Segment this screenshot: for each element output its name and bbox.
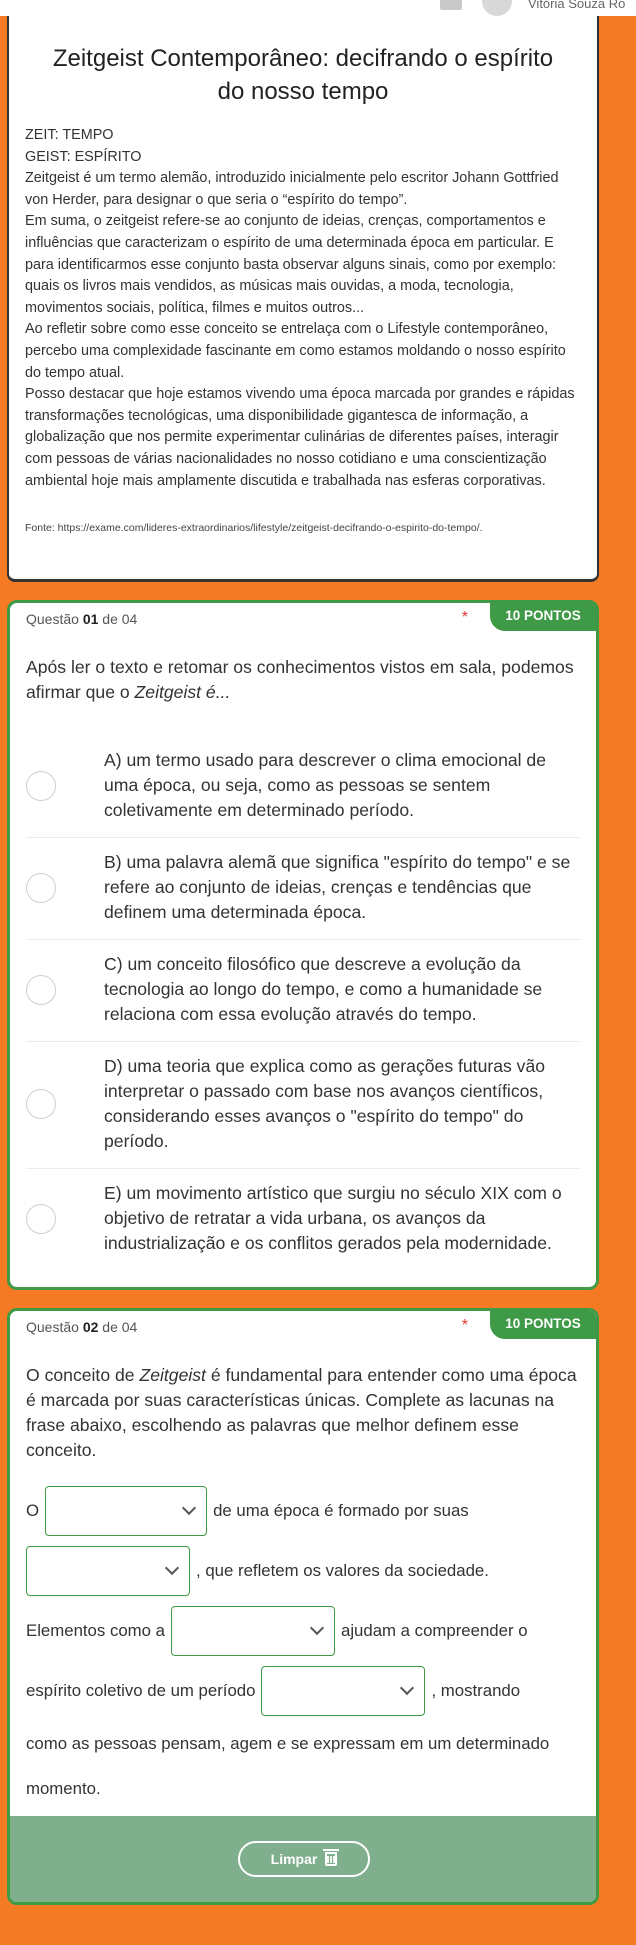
text-paragraph: Em suma, o zeitgeist refere-se ao conjunto de ideias, crenças, comportamentos e influências que caracterizam o espírito de uma determinada época em particular. E para identificarmos esse conjunto basta observar alguns sinais, como por exemplo: quais os livros mais vendidos, as músicas mais ouvidas, a moda, tecnologia, movimentos sociais, política, filmes e muitos outros...: [25, 213, 557, 316]
points-badge: 10 PONTOS: [490, 1309, 596, 1339]
option-text: A) um termo usado para descrever o clima emocional de uma época, ou seja, como as pessoas se sentem coletivamente em determinado período.: [104, 750, 546, 820]
notification-bell-icon[interactable]: [440, 0, 462, 10]
option-text: E) um movimento artístico que surgiu no século XIX com o objetivo de retratar a vida urbana, os avanços da industrialização e os conflitos gerados pela modernidade.: [104, 1183, 562, 1253]
option-e[interactable]: [26, 1169, 580, 1270]
option-text: D) uma teoria que explica como as gerações futuras vão interpretar o passado com base nos avanços científicos, considerando esses avanços o "espírito do tempo" do período.: [104, 1056, 546, 1151]
radio-button[interactable]: [26, 1204, 56, 1234]
question-text: O conceito de Zeitgeist é fundamental para entender como uma época é marcada por suas características únicas. Complete as lacunas na frase abaixo, escolhendo as palavras que melhor definem esse conceito.: [26, 1365, 577, 1460]
options-list: [26, 736, 580, 1270]
trash-icon: [325, 1852, 337, 1866]
question-footer: [10, 1816, 596, 1902]
question-2-card: [7, 1308, 599, 1905]
text-paragraph: Ao refletir sobre como esse conceito se entrelaça com o Lifestyle contemporâneo, percebo uma complexidade fascinante em como estamos moldando o nosso espírito do tempo atual.: [25, 321, 566, 381]
question-text: Após ler o texto e retomar os conhecimentos vistos em sala, podemos afirmar que o Zeitgeist é...: [26, 657, 574, 702]
text-body: [25, 125, 581, 492]
fill-line-3: Elementos como a ajudam a compreender o: [26, 1601, 580, 1661]
chevron-down-icon: [310, 1621, 324, 1635]
text-line: ZEIT: TEMPO: [25, 127, 114, 143]
radio-button[interactable]: [26, 975, 56, 1005]
blank-dropdown-1[interactable]: [45, 1486, 207, 1536]
blank-dropdown-3[interactable]: [171, 1606, 335, 1656]
radio-button[interactable]: [26, 1089, 56, 1119]
text-title: Zeitgeist Contemporâneo: decifrando o espírito do nosso tempo: [52, 45, 554, 105]
blank-dropdown-4[interactable]: [261, 1666, 425, 1716]
required-mark: *: [461, 1317, 468, 1334]
question-number: Questão 01 de 04: [26, 611, 138, 627]
text-paragraph: Posso destacar que hoje estamos vivendo uma época marcada por grandes e rápidas transformações tecnológicas, uma disponibilidade gigantesca de informação, a globalização que nos permite experimentar culinárias de diferentes países, interagir com pessoas de várias nacionalidades no nosso cotidiano e uma conscientização ambiental hoje mais amplamente discutida e trabalhada nas esferas corporativas.: [25, 386, 575, 489]
chevron-down-icon: [182, 1501, 196, 1515]
option-text: C) um conceito filosófico que descreve a evolução da tecnologia ao longo do tempo, e como a humanidade se relaciona com essa evolução através do tempo.: [104, 954, 543, 1024]
points-badge: 10 PONTOS: [490, 601, 596, 631]
chevron-down-icon: [165, 1561, 179, 1575]
fill-line-4: espírito coletivo de um período , mostrando: [26, 1661, 580, 1721]
radio-button[interactable]: [26, 771, 56, 801]
required-mark: *: [461, 609, 468, 626]
top-bar: [0, 0, 636, 16]
question-1-card: [7, 600, 599, 1290]
chevron-down-icon: [400, 1681, 414, 1695]
question-header: [26, 603, 580, 641]
option-b[interactable]: [26, 838, 580, 940]
option-c[interactable]: [26, 940, 580, 1042]
text-card: [7, 16, 599, 582]
username[interactable]: Vitória Souza Ro: [528, 0, 626, 11]
fill-line-2: , que refletem os valores da sociedade.: [26, 1541, 580, 1601]
text-line: GEIST: ESPÍRITO: [25, 148, 142, 165]
question-header: [26, 1311, 580, 1349]
blank-dropdown-2[interactable]: [26, 1546, 190, 1596]
fill-line-6: momento.: [26, 1779, 101, 1798]
option-a[interactable]: [26, 736, 580, 838]
option-d[interactable]: [26, 1042, 580, 1169]
fill-line-5: como as pessoas pensam, agem e se expressam em um determinado: [26, 1734, 550, 1753]
avatar[interactable]: [482, 0, 512, 16]
clear-button[interactable]: Limpar: [238, 1841, 370, 1877]
radio-button[interactable]: [26, 873, 56, 903]
fill-line-1: O de uma época é formado por suas: [26, 1481, 580, 1541]
source-link[interactable]: Fonte: https://exame.com/lideres-extraordinarios/lifestyle/zeitgeist-decifrando-o-espirito-do-tempo/.: [25, 522, 483, 535]
option-text: B) uma palavra alemã que significa "espírito do tempo" e se refere ao conjunto de ideias, crenças e tendências que definem uma determinada época.: [104, 852, 571, 922]
question-number: Questão 02 de 04: [26, 1319, 138, 1335]
text-paragraph: Zeitgeist é um termo alemão, introduzido inicialmente pelo escritor Johann Gottfried von Herder, para designar o que seria o “espírito do tempo”.: [25, 170, 559, 208]
